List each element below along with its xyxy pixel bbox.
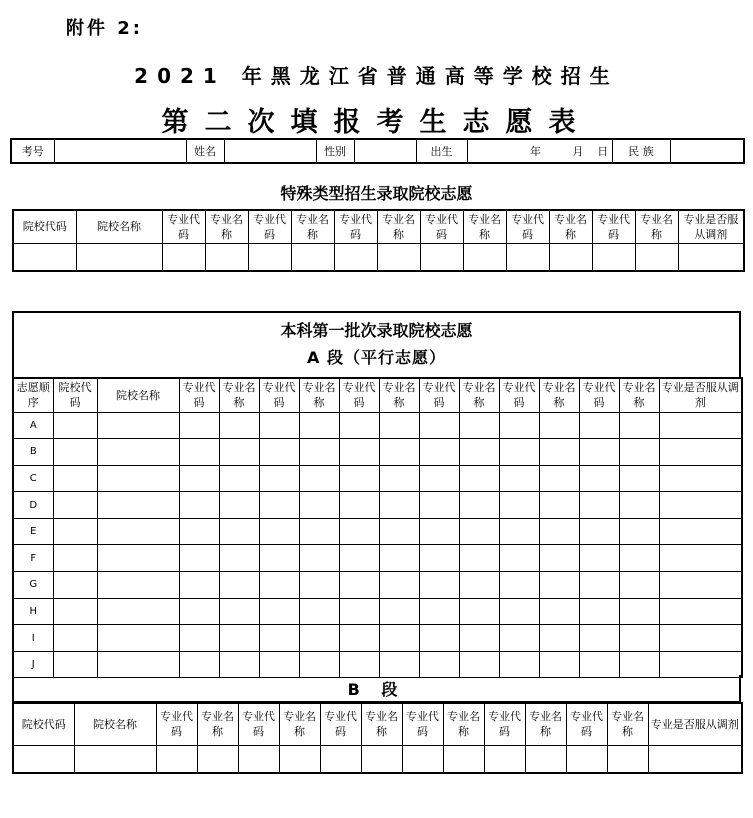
cell[interactable] xyxy=(299,651,339,678)
cell[interactable] xyxy=(299,545,339,572)
cell[interactable] xyxy=(539,465,579,492)
attachment-label: 附件 2: xyxy=(66,18,143,39)
cell[interactable] xyxy=(53,492,97,519)
cell[interactable] xyxy=(419,412,459,439)
cell[interactable] xyxy=(459,492,499,519)
cell[interactable] xyxy=(299,412,339,439)
cell[interactable] xyxy=(619,651,659,678)
cell[interactable] xyxy=(219,625,259,652)
birth-year-field[interactable] xyxy=(467,139,530,163)
header-major-code: 专业代码 xyxy=(248,210,291,243)
cell[interactable] xyxy=(419,465,459,492)
cell[interactable] xyxy=(592,243,635,271)
cell[interactable] xyxy=(648,745,742,773)
ethnicity-label: 民 族 xyxy=(612,139,670,163)
cell[interactable] xyxy=(219,572,259,599)
cell[interactable] xyxy=(13,243,76,271)
cell[interactable] xyxy=(459,465,499,492)
cell[interactable] xyxy=(619,412,659,439)
cell[interactable] xyxy=(97,598,179,625)
header-major-code: 专业代码 xyxy=(320,703,361,745)
cell[interactable] xyxy=(339,412,379,439)
segment-a-row xyxy=(13,572,742,599)
header-major-code: 专业代码 xyxy=(592,210,635,243)
row-order-label: A xyxy=(13,412,53,439)
segment-a-row xyxy=(13,518,742,545)
cell[interactable] xyxy=(579,572,619,599)
header-major-name: 专业名称 xyxy=(443,703,484,745)
cell[interactable] xyxy=(339,465,379,492)
cell[interactable] xyxy=(179,598,219,625)
header-major-code: 专业代码 xyxy=(402,703,443,745)
cell[interactable] xyxy=(97,651,179,678)
cell[interactable] xyxy=(619,625,659,652)
cell[interactable] xyxy=(659,598,742,625)
cell[interactable] xyxy=(459,598,499,625)
cell[interactable] xyxy=(499,465,539,492)
ethnicity-field[interactable] xyxy=(670,139,744,163)
header-major-name: 专业名称 xyxy=(379,378,419,412)
header-major-name: 专业名称 xyxy=(197,703,238,745)
row-order-label: D xyxy=(13,492,53,519)
cell[interactable] xyxy=(97,625,179,652)
cell[interactable] xyxy=(379,465,419,492)
cell[interactable] xyxy=(419,598,459,625)
cell[interactable] xyxy=(219,651,259,678)
cell[interactable] xyxy=(299,572,339,599)
cell[interactable] xyxy=(259,492,299,519)
cell[interactable] xyxy=(259,439,299,466)
cell[interactable] xyxy=(402,745,443,773)
cell[interactable] xyxy=(619,439,659,466)
cell[interactable] xyxy=(579,598,619,625)
cell[interactable] xyxy=(179,412,219,439)
cell[interactable] xyxy=(579,439,619,466)
segment-a-row xyxy=(13,598,742,625)
cell[interactable] xyxy=(259,625,299,652)
header-major-name: 专业名称 xyxy=(459,378,499,412)
header-major-code: 专业代码 xyxy=(484,703,525,745)
cell[interactable] xyxy=(179,625,219,652)
cell[interactable] xyxy=(53,545,97,572)
header-school-code: 院校代码 xyxy=(53,378,97,412)
row-order-label: F xyxy=(13,545,53,572)
cell[interactable] xyxy=(97,439,179,466)
cell[interactable] xyxy=(97,545,179,572)
segment-a-row xyxy=(13,412,742,439)
cell[interactable] xyxy=(678,243,744,271)
cell[interactable] xyxy=(420,243,463,271)
day-label: 日 xyxy=(594,139,612,163)
segment-a-row xyxy=(13,651,742,678)
segment-b-row xyxy=(13,745,742,773)
header-major-name: 专业名称 xyxy=(463,210,506,243)
cell[interactable] xyxy=(97,492,179,519)
cell[interactable] xyxy=(579,651,619,678)
cell[interactable] xyxy=(299,598,339,625)
cell[interactable] xyxy=(619,518,659,545)
cell[interactable] xyxy=(219,598,259,625)
cell[interactable] xyxy=(459,518,499,545)
cell[interactable] xyxy=(484,745,525,773)
month-label: 月 xyxy=(562,139,594,163)
cell[interactable] xyxy=(74,745,156,773)
cell[interactable] xyxy=(259,572,299,599)
cell[interactable] xyxy=(539,412,579,439)
cell[interactable] xyxy=(659,518,742,545)
header-adjust: 专业是否服从调剂 xyxy=(678,210,744,243)
header-order: 志愿顺序 xyxy=(13,378,53,412)
cell[interactable] xyxy=(377,243,420,271)
cell[interactable] xyxy=(205,243,248,271)
cell[interactable] xyxy=(339,518,379,545)
cell[interactable] xyxy=(539,598,579,625)
row-order-label: H xyxy=(13,598,53,625)
cell[interactable] xyxy=(97,518,179,545)
cell[interactable] xyxy=(279,745,320,773)
cell[interactable] xyxy=(13,745,74,773)
cell[interactable] xyxy=(162,243,205,271)
cell[interactable] xyxy=(53,598,97,625)
header-major-code: 专业代码 xyxy=(238,703,279,745)
cell[interactable] xyxy=(379,439,419,466)
cell[interactable] xyxy=(259,465,299,492)
cell[interactable] xyxy=(219,439,259,466)
name-field[interactable] xyxy=(224,139,316,163)
exam-no-field[interactable] xyxy=(54,139,186,163)
cell[interactable] xyxy=(179,492,219,519)
cell[interactable] xyxy=(299,492,339,519)
cell[interactable] xyxy=(579,492,619,519)
cell[interactable] xyxy=(379,572,419,599)
header-major-code: 专业代码 xyxy=(506,210,549,243)
cell[interactable] xyxy=(463,243,506,271)
name-label: 姓名 xyxy=(186,139,224,163)
cell[interactable] xyxy=(379,598,419,625)
cell[interactable] xyxy=(259,651,299,678)
cell[interactable] xyxy=(219,465,259,492)
cell[interactable] xyxy=(53,412,97,439)
header-major-code: 专业代码 xyxy=(499,378,539,412)
cell[interactable] xyxy=(499,598,539,625)
header-school-name: 院校名称 xyxy=(97,378,179,412)
cell[interactable] xyxy=(659,465,742,492)
segment-b-table xyxy=(12,702,743,774)
cell[interactable] xyxy=(459,412,499,439)
header-major-code: 专业代码 xyxy=(259,378,299,412)
form-title-line2: 第二次填报考生志愿表 xyxy=(161,107,592,138)
segment-a-row xyxy=(13,545,742,572)
cell[interactable] xyxy=(259,518,299,545)
header-major-code: 专业代码 xyxy=(162,210,205,243)
cell[interactable] xyxy=(379,518,419,545)
cell[interactable] xyxy=(579,545,619,572)
header-school-name: 院校名称 xyxy=(74,703,156,745)
cell[interactable] xyxy=(499,518,539,545)
header-major-code: 专业代码 xyxy=(179,378,219,412)
cell[interactable] xyxy=(97,412,179,439)
header-major-code: 专业代码 xyxy=(339,378,379,412)
cell[interactable] xyxy=(499,412,539,439)
cell[interactable] xyxy=(339,439,379,466)
header-major-code: 专业代码 xyxy=(334,210,377,243)
header-major-name: 专业名称 xyxy=(205,210,248,243)
cell[interactable] xyxy=(291,243,334,271)
header-major-code: 专业代码 xyxy=(419,378,459,412)
exam-no-label: 考号 xyxy=(11,139,54,163)
cell[interactable] xyxy=(419,545,459,572)
cell[interactable] xyxy=(299,518,339,545)
cell[interactable] xyxy=(619,492,659,519)
cell[interactable] xyxy=(539,651,579,678)
cell[interactable] xyxy=(379,412,419,439)
cell[interactable] xyxy=(53,572,97,599)
cell[interactable] xyxy=(579,625,619,652)
cell[interactable] xyxy=(659,545,742,572)
cell[interactable] xyxy=(334,243,377,271)
cell[interactable] xyxy=(299,439,339,466)
segment-b-title: B 段 xyxy=(347,680,406,699)
cell[interactable] xyxy=(361,745,402,773)
cell[interactable] xyxy=(539,625,579,652)
cell[interactable] xyxy=(179,545,219,572)
row-order-label: G xyxy=(13,572,53,599)
segment-a-row xyxy=(13,465,742,492)
cell[interactable] xyxy=(659,572,742,599)
cell[interactable] xyxy=(197,745,238,773)
row-order-label: J xyxy=(13,651,53,678)
cell[interactable] xyxy=(219,545,259,572)
cell[interactable] xyxy=(53,518,97,545)
cell[interactable] xyxy=(320,745,361,773)
cell[interactable] xyxy=(459,545,499,572)
header-major-name: 专业名称 xyxy=(539,378,579,412)
row-order-label: B xyxy=(13,439,53,466)
cell[interactable] xyxy=(339,492,379,519)
cell[interactable] xyxy=(219,412,259,439)
cell[interactable] xyxy=(179,465,219,492)
cell[interactable] xyxy=(419,518,459,545)
cell[interactable] xyxy=(539,439,579,466)
header-major-code: 专业代码 xyxy=(156,703,197,745)
segment-a-row xyxy=(13,625,742,652)
header-major-name: 专业名称 xyxy=(377,210,420,243)
cell[interactable] xyxy=(659,412,742,439)
cell[interactable] xyxy=(179,651,219,678)
cell[interactable] xyxy=(339,625,379,652)
cell[interactable] xyxy=(299,625,339,652)
cell[interactable] xyxy=(459,572,499,599)
cell[interactable] xyxy=(339,545,379,572)
cell[interactable] xyxy=(566,745,607,773)
cell[interactable] xyxy=(539,518,579,545)
cell[interactable] xyxy=(459,439,499,466)
header-major-name: 专业名称 xyxy=(635,210,678,243)
header-major-name: 专业名称 xyxy=(291,210,334,243)
cell[interactable] xyxy=(525,745,566,773)
special-choice-row xyxy=(13,243,744,271)
birth-label: 出生 xyxy=(416,139,467,163)
cell[interactable] xyxy=(299,465,339,492)
cell[interactable] xyxy=(248,243,291,271)
cell[interactable] xyxy=(53,651,97,678)
cell[interactable] xyxy=(459,625,499,652)
header-major-name: 专业名称 xyxy=(299,378,339,412)
row-order-label: I xyxy=(13,625,53,652)
header-major-name: 专业名称 xyxy=(619,378,659,412)
cell[interactable] xyxy=(53,625,97,652)
segment-a-title: A 段（平行志愿） xyxy=(307,348,446,367)
cell[interactable] xyxy=(619,545,659,572)
special-section-title: 特殊类型招生录取院校志愿 xyxy=(280,184,473,203)
cell[interactable] xyxy=(179,572,219,599)
cell[interactable] xyxy=(419,572,459,599)
cell[interactable] xyxy=(76,243,162,271)
cell[interactable] xyxy=(579,465,619,492)
year-label: 年 xyxy=(530,139,562,163)
cell[interactable] xyxy=(179,439,219,466)
header-major-code: 专业代码 xyxy=(566,703,607,745)
header-major-name: 专业名称 xyxy=(549,210,592,243)
cell[interactable] xyxy=(339,651,379,678)
cell[interactable] xyxy=(379,625,419,652)
cell[interactable] xyxy=(259,412,299,439)
row-order-label: C xyxy=(13,465,53,492)
segment-a-row xyxy=(13,492,742,519)
row-order-label: E xyxy=(13,518,53,545)
cell[interactable] xyxy=(97,572,179,599)
cell[interactable] xyxy=(156,745,197,773)
header-major-name: 专业名称 xyxy=(525,703,566,745)
cell[interactable] xyxy=(379,545,419,572)
cell[interactable] xyxy=(219,518,259,545)
cell[interactable] xyxy=(659,625,742,652)
cell[interactable] xyxy=(499,572,539,599)
cell[interactable] xyxy=(379,651,419,678)
header-major-code: 专业代码 xyxy=(579,378,619,412)
header-school-code: 院校代码 xyxy=(13,210,76,243)
cell[interactable] xyxy=(619,598,659,625)
cell[interactable] xyxy=(459,651,499,678)
cell[interactable] xyxy=(659,492,742,519)
header-major-code: 专业代码 xyxy=(420,210,463,243)
cell[interactable] xyxy=(379,492,419,519)
cell[interactable] xyxy=(635,243,678,271)
cell[interactable] xyxy=(238,745,279,773)
header-major-name: 专业名称 xyxy=(219,378,259,412)
cell[interactable] xyxy=(419,651,459,678)
header-major-name: 专业名称 xyxy=(361,703,402,745)
cell[interactable] xyxy=(219,492,259,519)
cell[interactable] xyxy=(499,545,539,572)
cell[interactable] xyxy=(539,492,579,519)
cell[interactable] xyxy=(499,651,539,678)
cell[interactable] xyxy=(579,412,619,439)
cell[interactable] xyxy=(259,598,299,625)
gender-label: 性别 xyxy=(316,139,354,163)
gender-field[interactable] xyxy=(354,139,416,163)
batch1-section-title: 本科第一批次录取院校志愿 xyxy=(280,321,473,340)
form-title-line1: 2021 年黑龙江省普通高等学校招生 xyxy=(134,64,619,88)
header-school-name: 院校名称 xyxy=(76,210,162,243)
header-adjust: 专业是否服从调剂 xyxy=(648,703,742,745)
cell[interactable] xyxy=(339,598,379,625)
header-school-code: 院校代码 xyxy=(13,703,74,745)
cell[interactable] xyxy=(549,243,592,271)
segment-a-table xyxy=(12,377,743,678)
segment-a-row xyxy=(13,439,742,466)
cell[interactable] xyxy=(619,465,659,492)
cell[interactable] xyxy=(53,439,97,466)
cell[interactable] xyxy=(419,492,459,519)
cell[interactable] xyxy=(579,518,619,545)
cell[interactable] xyxy=(539,572,579,599)
cell[interactable] xyxy=(97,465,179,492)
header-major-name: 专业名称 xyxy=(607,703,648,745)
cell[interactable] xyxy=(659,439,742,466)
cell[interactable] xyxy=(443,745,484,773)
cell[interactable] xyxy=(506,243,549,271)
cell[interactable] xyxy=(499,439,539,466)
cell[interactable] xyxy=(619,572,659,599)
cell[interactable] xyxy=(659,651,742,678)
cell[interactable] xyxy=(499,625,539,652)
cell[interactable] xyxy=(259,545,299,572)
cell[interactable] xyxy=(339,572,379,599)
cell[interactable] xyxy=(53,465,97,492)
candidate-info-table xyxy=(10,138,745,164)
header-major-name: 专业名称 xyxy=(279,703,320,745)
cell[interactable] xyxy=(539,545,579,572)
header-adjust: 专业是否服从调剂 xyxy=(659,378,742,412)
cell[interactable] xyxy=(179,518,219,545)
cell[interactable] xyxy=(499,492,539,519)
cell[interactable] xyxy=(607,745,648,773)
cell[interactable] xyxy=(419,625,459,652)
cell[interactable] xyxy=(419,439,459,466)
special-choice-table xyxy=(12,209,745,272)
